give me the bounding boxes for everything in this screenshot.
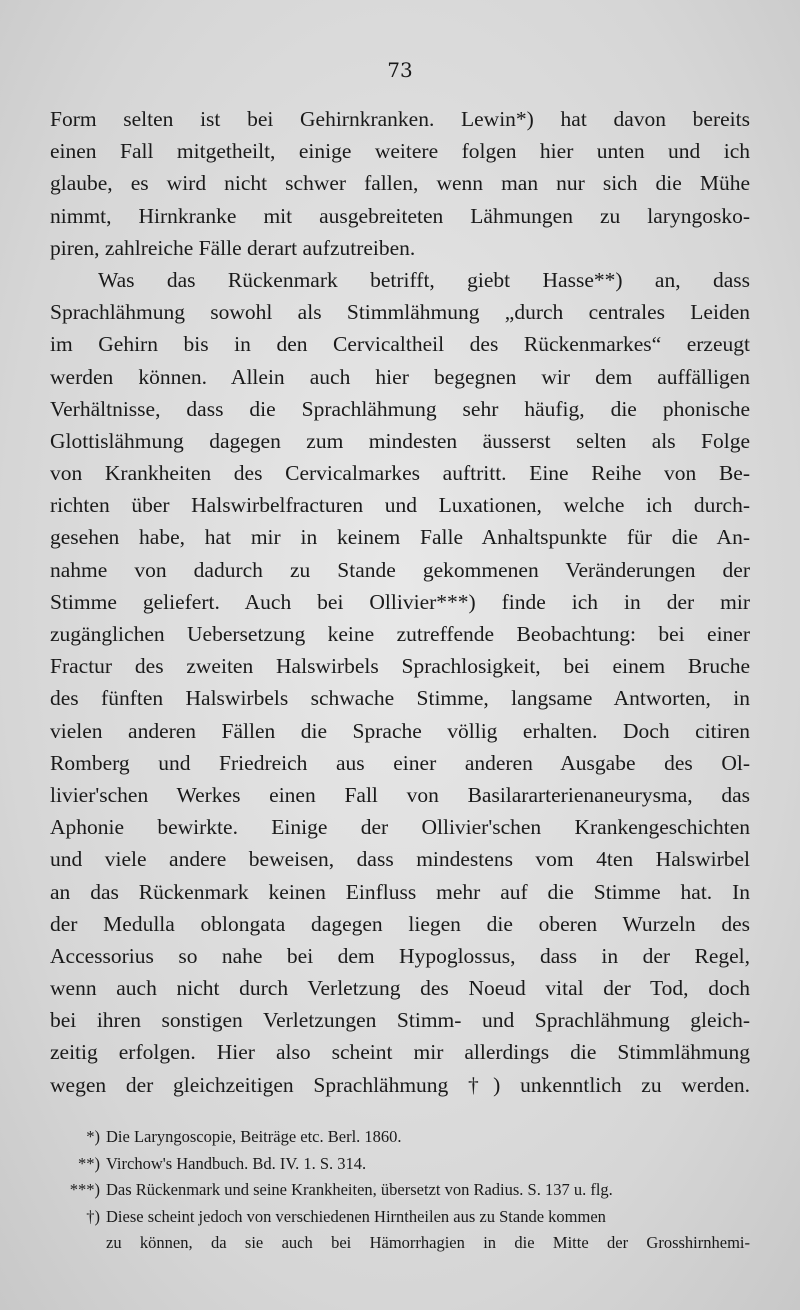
text-line: richten über Halswirbelfracturen und Luxationen, welche ich durch-: [50, 493, 750, 518]
text-line: piren, zahlreiche Fälle derart aufzutreiben.: [50, 235, 416, 260]
text-line: von Krankheiten des Cervicalmarkes auftritt. Eine Reihe von Be-: [50, 461, 750, 486]
text-line: livier'schen Werkes einen Fall von Basilararterienaneurysma, das: [50, 782, 750, 807]
text-line: Verhältnisse, dass die Sprachlähmung sehr häufig, die phonische: [50, 396, 750, 421]
footnote: [50, 1177, 750, 1204]
text-line: Accessorius so nahe bei dem Hypoglossus, dass in der Regel,: [50, 943, 750, 968]
footnote-text: Das Rückenmark und seine Krankheiten, übersetzt von Radius. S. 137 u. flg.: [106, 1180, 613, 1199]
text-line: einen Fall mitgetheilt, einige weitere folgen hier unten und ich: [50, 139, 750, 164]
text-line: Romberg und Friedreich aus einer anderen Ausgabe des Ol-: [50, 750, 750, 775]
text-line: Sprachlähmung sowohl als Stimmlähmung „durch centrales Leiden: [50, 300, 750, 325]
text-line: an das Rückenmark keinen Einfluss mehr auf die Stimme hat. In: [50, 879, 750, 904]
body-text: [50, 103, 750, 1101]
text-line: und viele andere beweisen, dass mindestens vom 4ten Halswirbel: [50, 847, 750, 872]
text-line: Stimme geliefert. Auch bei Ollivier***) finde ich in der mir: [50, 589, 750, 614]
text-line: nimmt, Hirnkranke mit ausgebreiteten Lähmungen zu laryngosko-: [50, 203, 750, 228]
footnote-mark: **): [78, 1153, 100, 1173]
text-line: Was das Rückenmark betrifft, giebt Hasse**) an, dass: [98, 267, 750, 292]
text-line: Form selten ist bei Gehirnkranken. Lewin*) hat davon bereits: [50, 107, 750, 131]
footnote: [50, 1124, 750, 1151]
text-line: werden können. Allein auch hier begegnen wir dem auffälligen: [50, 364, 750, 389]
text-line: der Medulla oblongata dagegen liegen die oberen Wurzeln des: [50, 911, 750, 936]
footnote-text: Diese scheint jedoch von verschiedenen Hirntheilen aus zu Stande kommen: [106, 1206, 606, 1226]
text-line: zeitig erfolgen. Hier also scheint mir allerdings die Stimmlähmung: [50, 1040, 750, 1065]
page-number: 73: [387, 58, 413, 82]
text-line: wenn auch nicht durch Verletzung des Noeud vital der Tod, doch: [50, 976, 750, 1001]
text-line: Fractur des zweiten Halswirbels Sprachlosigkeit, bei einem Bruche: [50, 654, 750, 679]
text-line: wegen der gleichzeitigen Sprachlähmung †) unkenntlich zu werden.: [50, 1072, 750, 1097]
footnote: [50, 1151, 750, 1178]
text-line: Aphonie bewirkte. Einige der Ollivier'schen Krankengeschichten: [50, 815, 750, 840]
text-line: zugänglichen Uebersetzung keine zutreffende Beobachtung: bei einer: [50, 622, 750, 646]
footnote-mark: *): [86, 1127, 100, 1146]
text-line: bei ihren sonstigen Verletzungen Stimm- und Sprachlähmung gleich-: [50, 1008, 750, 1033]
text-line: nahme von dadurch zu Stande gekommenen Veränderungen der: [50, 557, 750, 582]
footnotes: [50, 1124, 750, 1257]
footnote: zu können, da sie auch bei Hämorrhagien in die Mitte der Grosshirnhemi-: [106, 1233, 750, 1252]
footnote-mark: †): [86, 1206, 100, 1226]
footnote-text: Virchow's Handbuch. Bd. IV. 1. S. 314.: [106, 1153, 367, 1173]
text-line: Glottislähmung dagegen zum mindesten äusserst selten als Folge: [50, 428, 750, 453]
text-line: im Gehirn bis in den Cervicaltheil des Rückenmarkes“ erzeugt: [50, 332, 750, 357]
footnote-mark: ***): [69, 1180, 100, 1199]
text-line: des fünften Halswirbels schwache Stimme, langsame Antworten, in: [50, 686, 750, 711]
text-line: gesehen habe, hat mir in keinem Falle Anhaltspunkte für die An-: [50, 525, 750, 550]
text-line: glaube, es wird nicht schwer fallen, wenn man nur sich die Mühe: [50, 171, 750, 196]
text-line: vielen anderen Fällen die Sprache völlig erhalten. Doch citiren: [50, 718, 750, 743]
footnote: [50, 1204, 750, 1231]
footnote-text: Die Laryngoscopie, Beiträge etc. Berl. 1860.: [106, 1127, 402, 1146]
